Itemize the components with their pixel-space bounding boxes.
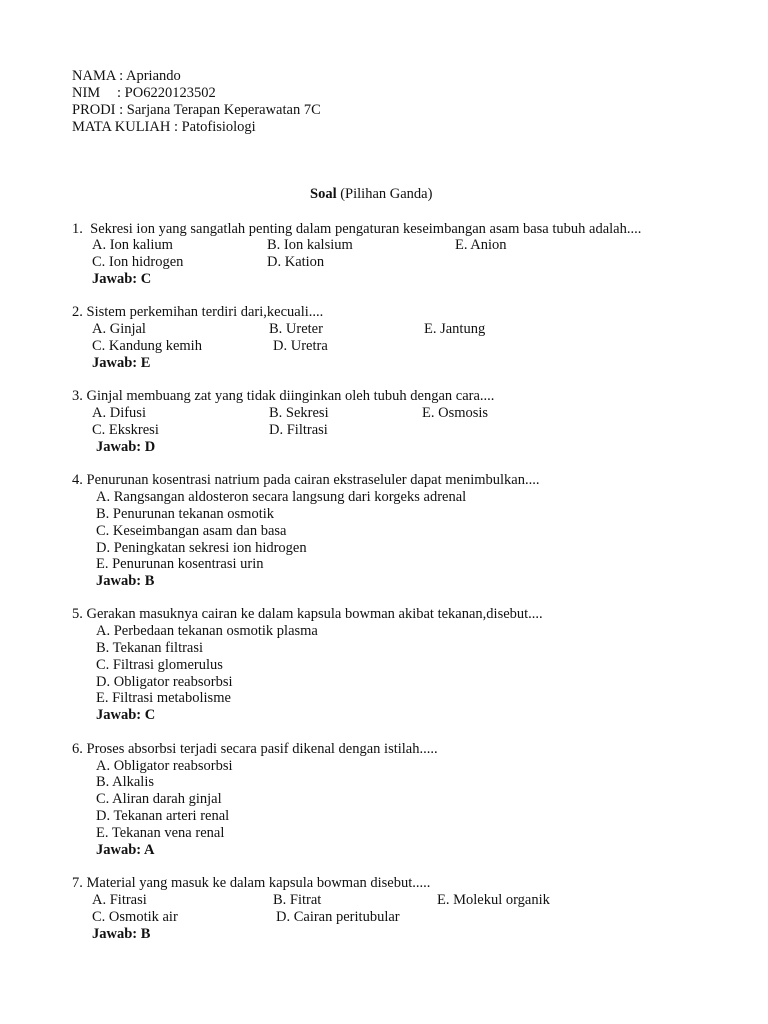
- q7-answer: Jawab: B: [92, 926, 151, 942]
- q2-option-c: C. Kandung kemih: [92, 338, 202, 354]
- nim-label: NIM: [72, 85, 101, 101]
- page-title: [310, 186, 432, 203]
- q6-option-b: B. Alkalis: [96, 774, 155, 790]
- question-3: 3. Ginjal membuang zat yang tidak diinginkan oleh tubuh dengan cara....: [72, 388, 495, 404]
- q5-option-a: A. Perbedaan tekanan osmotik plasma: [96, 623, 318, 639]
- q3-option-b: B. Sekresi: [269, 405, 329, 421]
- q3-option-a: A. Difusi: [92, 405, 146, 421]
- q6-option-c: C. Aliran darah ginjal: [96, 791, 222, 807]
- q1-option-e: E. Anion: [455, 237, 507, 253]
- question-5: 5. Gerakan masuknya cairan ke dalam kapsula bowman akibat tekanan,disebut....: [72, 606, 543, 622]
- q2-option-e: E. Jantung: [424, 321, 486, 337]
- q6-option-d: D. Tekanan arteri renal: [96, 808, 230, 824]
- q2-answer: Jawab: E: [92, 355, 151, 371]
- q7-option-e: E. Molekul organik: [437, 892, 550, 908]
- q7-option-a: A. Fitrasi: [92, 892, 147, 908]
- q3-option-d: D. Filtrasi: [269, 422, 328, 438]
- question-4: 4. Penurunan kosentrasi natrium pada cairan ekstraseluler dapat menimbulkan....: [72, 472, 540, 488]
- q3-option-e: E. Osmosis: [422, 405, 489, 421]
- q4-option-e: E. Penurunan kosentrasi urin: [96, 556, 264, 572]
- q5-option-c: C. Filtrasi glomerulus: [96, 657, 223, 673]
- title-bold: Soal: [310, 186, 337, 202]
- q4-option-d: D. Peningkatan sekresi ion hidrogen: [96, 540, 307, 556]
- q5-answer: Jawab: C: [96, 707, 156, 723]
- q5-option-b: B. Tekanan filtrasi: [96, 640, 204, 656]
- q4-answer: Jawab: B: [96, 573, 155, 589]
- question-7: 7. Material yang masuk ke dalam kapsula bowman disebut.....: [72, 875, 431, 891]
- nim-value: : PO6220123502: [117, 85, 216, 101]
- student-name: NAMA : Apriando: [72, 68, 181, 84]
- q6-option-a: A. Obligator reabsorbsi: [96, 758, 233, 774]
- q4-option-b: B. Penurunan tekanan osmotik: [96, 506, 275, 522]
- q4-option-c: C. Keseimbangan asam dan basa: [96, 523, 287, 539]
- q5-option-d: D. Obligator reabsorbsi: [96, 674, 233, 690]
- q3-answer: Jawab: D: [96, 439, 156, 455]
- q2-option-d: D. Uretra: [273, 338, 328, 354]
- q5-option-e: E. Filtrasi metabolisme: [96, 690, 231, 706]
- q3-option-c: C. Ekskresi: [92, 422, 159, 438]
- question-1: 1. Sekresi ion yang sangatlah penting dalam pengaturan keseimbangan asam basa tubuh adalah....: [72, 221, 642, 237]
- q6-answer: Jawab: A: [96, 842, 155, 858]
- q2-option-a: A. Ginjal: [92, 321, 146, 337]
- q4-option-a: A. Rangsangan aldosteron secara langsung dari korgeks adrenal: [96, 489, 467, 505]
- q1-option-a: A. Ion kalium: [92, 237, 173, 253]
- q7-option-b: B. Fitrat: [273, 892, 322, 908]
- q6-option-e: E. Tekanan vena renal: [96, 825, 225, 841]
- q1-option-c: C. Ion hidrogen: [92, 254, 184, 270]
- q1-option-d: D. Kation: [267, 254, 325, 270]
- title-rest: (Pilihan Ganda): [336, 186, 433, 202]
- question-6: 6. Proses absorbsi terjadi secara pasif dikenal dengan istilah.....: [72, 741, 438, 757]
- q7-option-d: D. Cairan peritubular: [276, 909, 400, 925]
- study-program: PRODI : Sarjana Terapan Keperawatan 7C: [72, 102, 321, 118]
- q7-option-c: C. Osmotik air: [92, 909, 178, 925]
- q1-answer: Jawab: C: [92, 271, 152, 287]
- q1-option-b: B. Ion kalsium: [267, 237, 353, 253]
- course-name: MATA KULIAH : Patofisiologi: [72, 119, 256, 135]
- q2-option-b: B. Ureter: [269, 321, 323, 337]
- question-2: 2. Sistem perkemihan terdiri dari,kecuali....: [72, 304, 324, 320]
